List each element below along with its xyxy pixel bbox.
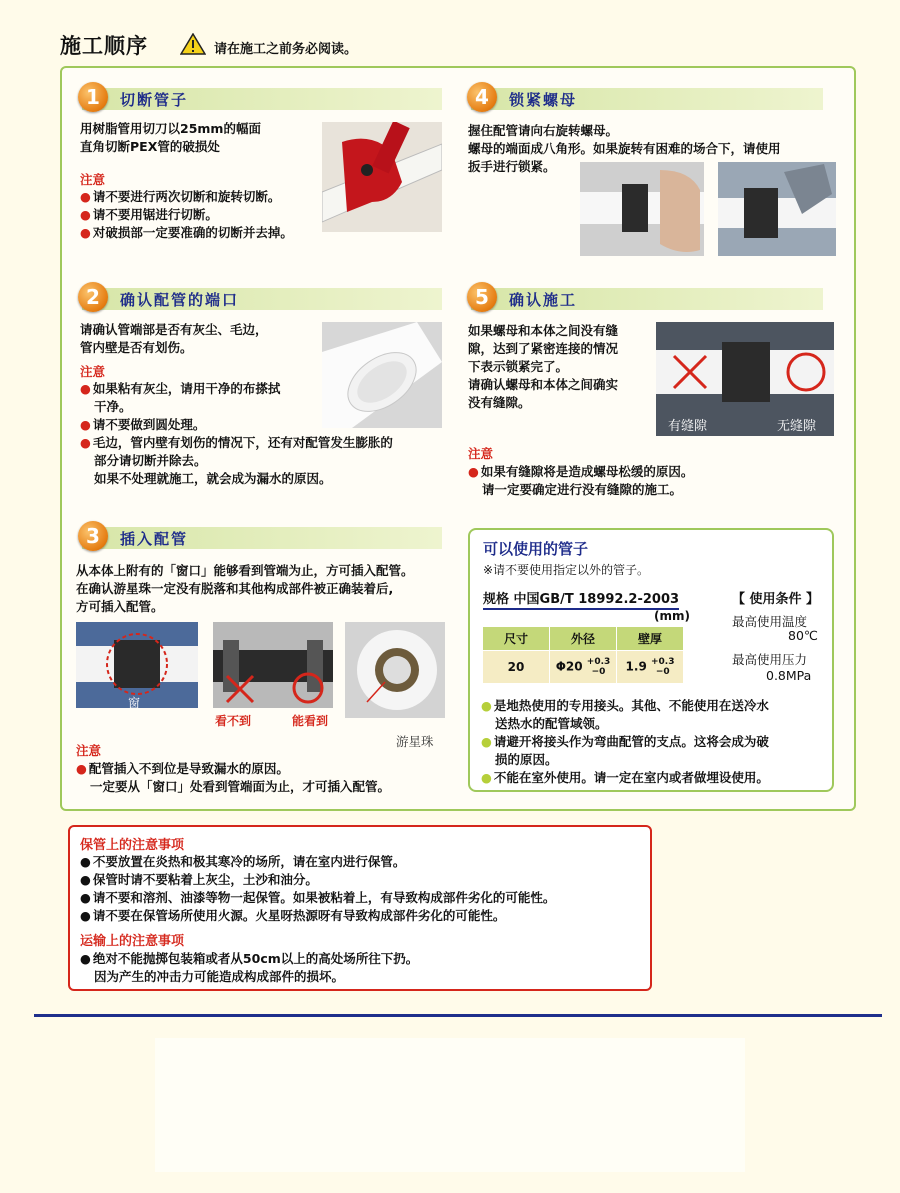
step-number: 4 <box>467 82 497 112</box>
page-title: 施工顺序 <box>60 34 148 58</box>
step-2-header <box>82 285 442 310</box>
step-title: 确认施工 <box>509 291 578 309</box>
pipe-spec: 规格 中国GB/T 18992.2-2003 <box>483 588 679 610</box>
max-temp-label: 最高使用温度 <box>732 614 808 629</box>
step-3-header <box>82 524 442 549</box>
step-3-notes: ● 配管插入不到位是导致漏水的原因。 一定要从「窗口」处看到管端面为止，才可插入配管。 <box>76 760 466 796</box>
step-number: 2 <box>78 282 108 312</box>
cell-size: 20 <box>483 651 550 684</box>
pipe-cutter-photo <box>322 122 442 232</box>
header-outer-diameter: 外径 <box>550 627 617 651</box>
insertion-check-photo <box>213 622 333 708</box>
header-size: 尺寸 <box>483 627 550 651</box>
step-2-body: 请确认管端部是否有灰尘、毛边， 管内壁是否有划伤。 <box>80 322 268 355</box>
ball-label: 游星珠 <box>396 734 434 749</box>
no-gap-label: 无缝隙 <box>777 419 817 434</box>
conditions-title: 【 使用条件 】 <box>732 592 820 607</box>
step-5-notes: ● 如果有缝隙将是造成螺母松缓的原因。 请一定要确定进行没有缝隙的施工。 <box>468 463 693 499</box>
step-3-note-label: 注意 <box>76 743 102 758</box>
step-5-body: 如果螺母和本体之间没有缝 隙，达到了紧密连接的情况 下表示锁紧完了。 请确认螺母和本体之间确实 没有缝隙。 <box>468 323 619 410</box>
cell-wall-thickness: 1.9 +0.3 −0 <box>617 651 684 684</box>
step-2-notes: ● 如果粘有灰尘，请用干净的布搽拭 干净。 ● 请不要做到圆处理。 ● 毛边，管内壁有划伤的情况下，还有对配管发生膨胀的 部分请切断并除去。 如果不处理就施工，就会成为漏水的原因。 <box>80 380 460 488</box>
step-1-header <box>82 85 442 110</box>
max-temp: 80℃ <box>788 628 818 643</box>
step-title: 插入配管 <box>120 530 189 548</box>
step-1-notes: ● 请不要进行两次切断和旋转切断。 ● 请不要用锯进行切断。 ● 对破损部一定要准确的切断并去掉。 <box>80 188 293 242</box>
pipe-end-photo <box>322 322 442 428</box>
header-wall-thickness: 壁厚 <box>617 627 684 651</box>
pipe-box-subnote: ※请不要使用指定以外的管子。 <box>483 563 650 577</box>
step-4-header <box>471 85 823 110</box>
step-title: 切断管子 <box>120 91 189 109</box>
pipe-box-title: 可以使用的管子 <box>483 540 589 558</box>
ball-photo <box>345 622 445 718</box>
tighten-by-hand-photo <box>580 162 704 256</box>
step-5-note-label: 注意 <box>468 446 494 461</box>
transport-notes: ● 绝对不能抛掷包装箱或者从50cm以上的高处场所往下扔。 因为产生的冲击力可能造成构成部件的损坏。 <box>80 950 646 986</box>
warning-text: 请在施工之前务必阅读。 <box>214 42 358 57</box>
cell-outer-diameter: Φ20 +0.3 −0 <box>550 651 617 684</box>
pipe-box-notes: ● 是地热使用的专用接头。其他、不能使用在送冷水 送热水的配管域领。 ● 请避开将接头作为弯曲配管的支点。这将会成为破 损的原因。 ● 不能在室外使用。请一定在室内或者做埋设使用。 <box>481 697 831 787</box>
step-number: 3 <box>78 521 108 551</box>
pipe-unit: (mm) <box>654 609 690 623</box>
step-2-note-label: 注意 <box>80 364 106 379</box>
gap-label: 有缝隙 <box>668 419 708 434</box>
storage-notes: ● 不要放置在炎热和极其寒冷的场所，请在室内进行保管。 ● 保管时请不要粘着上灰尘，土沙和油分。 ● 请不要和溶剂、油漆等物一起保管。如果被粘着上，有导致构成部件劣化的可能性。 ● 请不要在保管场所使用火源。火星呀热源呀有导致构成部件劣化的可能性。 <box>80 853 646 925</box>
step-5-header <box>471 285 823 310</box>
window-label: 窗 <box>128 696 141 710</box>
step-3-body: 从本体上附有的「窗口」能够看到管端为止，方可插入配管。 在确认游星珠一定没有脱落和其他构成部件被正确装着后, 方可插入配管。 <box>76 563 414 614</box>
pipe-size-table <box>482 626 684 684</box>
step-title: 确认配管的端口 <box>120 291 240 309</box>
tighten-by-wrench-photo <box>718 162 836 256</box>
footer-rule <box>34 1014 882 1017</box>
storage-title: 保管上的注意事项 <box>80 838 185 853</box>
warning-icon <box>180 33 206 55</box>
cannot-see-label: 看不到 <box>215 714 252 728</box>
step-1-body: 用树脂管用切刀以25mm的幅面 直角切断PEX管的破损处 <box>80 121 261 154</box>
step-number: 5 <box>467 282 497 312</box>
max-pressure: 0.8MPa <box>766 668 812 683</box>
can-see-label: 能看到 <box>292 714 329 728</box>
max-pressure-label: 最高使用压力 <box>732 652 808 667</box>
blank-area <box>155 1038 745 1172</box>
step-title: 锁紧螺母 <box>509 91 578 109</box>
step-number: 1 <box>78 82 108 112</box>
step-1-note-label: 注意 <box>80 172 106 187</box>
transport-title: 运输上的注意事项 <box>80 934 185 949</box>
step-4-body: 握住配管请向右旋转螺母。 螺母的端面成八角形。如果旋转有困难的场合下，请使用 扳手进行锁紧。 <box>468 123 781 174</box>
